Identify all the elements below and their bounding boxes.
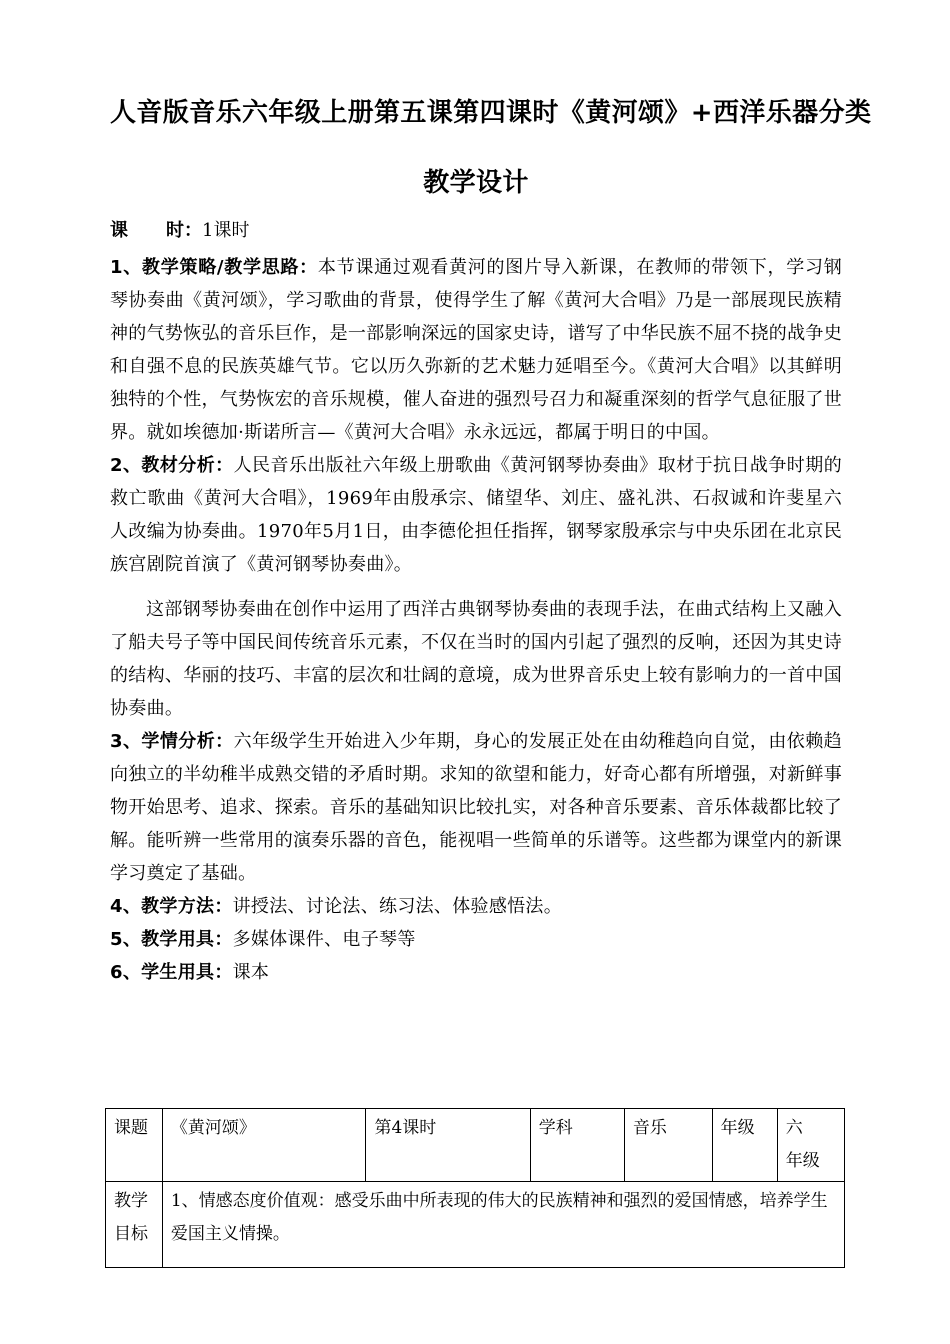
section-learner [110,725,842,890]
table-cell: 年级 [712,1109,777,1182]
table-cell: 第4课时 [366,1109,530,1182]
section-strategy [110,251,842,449]
section-text: 人民音乐出版社六年级上册歌曲《黄河钢琴协奏曲》取材于抗日战争时期的救亡歌曲《黄河大合唱》，1969年由殷承宗、储望华、刘庄、盛礼洪、石叔诚和许斐星六人改编为协奏曲。1970年5月1日，由李德伦担任指挥，钢琴家殷承宗与中央乐团在北京民族宫剧院首演了《黄河钢琴协奏曲》。 [110,455,842,575]
section-text: 讲授法、讨论法、练习法、体验感悟法。 [232,896,563,917]
section-text: 课本 [232,962,270,983]
table-cell: 六 年级 [777,1109,844,1182]
section-text: 六年级学生开始进入少年期，身心的发展正处在由幼稚趋向自觉，由依赖趋向独立的半幼稚半成熟交错的矛盾时期。求知的欲望和能力，好奇心都有所增强，对新鲜事物开始思考、追求、探索。音乐的基础知识比较扎实，对各种音乐要素、音乐体裁都比较了解。能听辨一些常用的演奏乐器的音色，能视唱一些简单的乐谱等。这些都为课堂内的新课学习奠定了基础。 [110,731,842,884]
document-title-line2: 教学设计 [423,168,529,198]
section-student-tools [110,956,842,989]
section-heading: 4、教学方法： [110,896,233,917]
table-cell: 课题 [106,1109,163,1182]
section-heading: 1、教学策略/教学思路： [110,257,318,278]
document-body [110,92,872,989]
table-cell: 教学目标 [106,1182,163,1268]
lesson-hours [110,214,842,247]
lesson-label-2: 时： [166,220,202,241]
section-material [110,449,842,581]
section-heading: 5、教学用具： [110,929,233,950]
lesson-info-table [105,1108,845,1268]
table-row [106,1109,845,1182]
table-cell: 《黄河颂》 [162,1109,366,1182]
section-text: 这部钢琴协奏曲在创作中运用了西洋古典钢琴协奏曲的表现手法，在曲式结构上又融入了船夫号子等中国民间传统音乐元素，不仅在当时的国内引起了强烈的反响，还因为其史诗的结构、华丽的技巧、丰富的层次和壮阔的意境，成为世界音乐史上较有影响力的一首中国协奏曲。 [110,599,842,719]
section-material-continued [110,593,842,725]
lesson-value: 1课时 [202,220,250,241]
section-heading: 6、学生用具： [110,962,233,983]
table-cell: 1、情感态度价值观：感受乐曲中所表现的伟大的民族精神和强烈的爱国情感，培养学生爱国主义情操。 [162,1182,844,1268]
document-title-line1: 人音版音乐六年级上册第五课第四课时《黄河颂》+西洋乐器分类 [110,98,872,128]
section-text: 多媒体课件、电子琴等 [232,929,416,950]
table-cell: 学科 [530,1109,624,1182]
table-row [106,1182,845,1268]
table-cell: 音乐 [624,1109,712,1182]
section-heading: 3、学情分析： [110,731,234,752]
section-text: 本节课通过观看黄河的图片导入新课，在教师的带领下，学习钢琴协奏曲《黄河颂》，学习歌曲的背景，使得学生了解《黄河大合唱》乃是一部展现民族精神的气势恢弘的音乐巨作，是一部影响深远的国家史诗，谱写了中华民族不屈不挠的战争史和自强不息的民族英雄气节。它以历久弥新的艺术魅力延唱至今。《黄河大合唱》以其鲜明独特的个性，气势恢宏的音乐规模，催人奋进的强烈号召力和凝重深刻的哲学气息征服了世界。就如埃德加·斯诺所言—《黄河大合唱》永永远远，都属于明日的中国。 [110,257,842,443]
lesson-label: 课 [110,220,128,241]
section-teacher-tools [110,923,842,956]
section-method [110,890,842,923]
section-heading: 2、教材分析： [110,455,234,476]
